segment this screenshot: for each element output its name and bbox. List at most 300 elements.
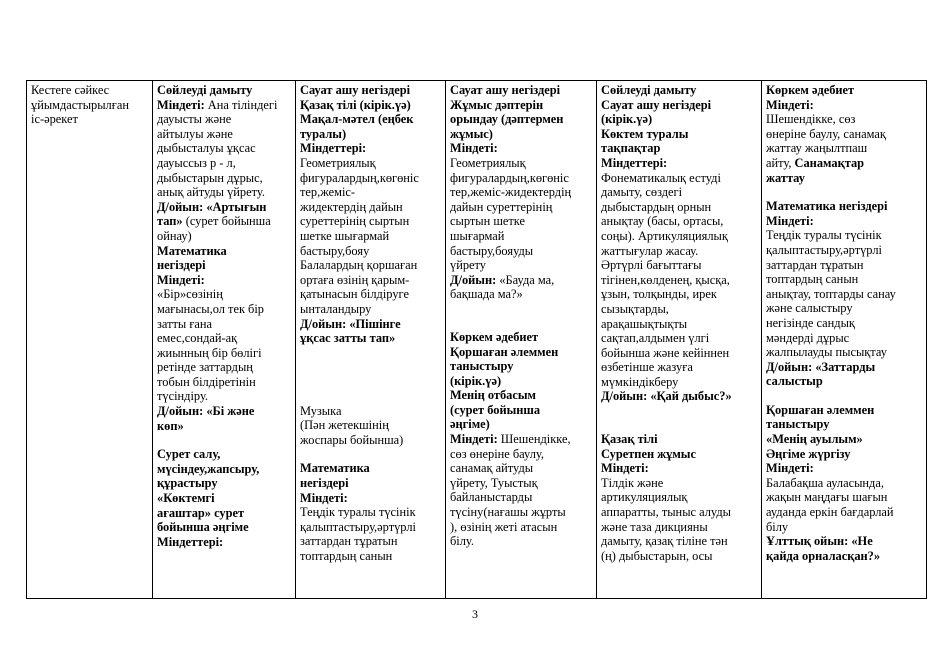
text-line	[766, 272, 922, 287]
text-line	[601, 520, 757, 535]
text-line	[300, 476, 441, 491]
text-line	[450, 417, 592, 432]
text-line	[766, 417, 922, 432]
line-text: өнеріне баулу, санамақ	[766, 126, 886, 141]
line-text: Математика	[157, 243, 227, 258]
line-text: тақпақтар	[601, 141, 661, 156]
text-line	[766, 83, 922, 98]
line-text: дауысты және	[157, 112, 232, 127]
text-line	[31, 98, 148, 113]
text-line	[157, 273, 291, 288]
line-text: және салыстыру	[766, 301, 853, 316]
text-line	[300, 141, 441, 156]
line-text: Д/ойын: «Заттарды	[766, 359, 876, 374]
text-line	[601, 447, 757, 462]
day-cell-4	[597, 81, 762, 599]
text-line	[766, 258, 922, 273]
text-line	[601, 302, 757, 317]
line-text: соңы). Артикуляциялық	[601, 228, 728, 243]
text-line	[601, 171, 757, 186]
line-text: анықтау, топтарды санау	[766, 286, 896, 301]
line-text: құрастыру	[157, 476, 218, 491]
text-line	[300, 127, 441, 142]
line-text: үйрету, Туыстық	[450, 475, 538, 490]
line-text: Міндеттері:	[157, 534, 224, 549]
text-line	[766, 490, 922, 505]
line-text: санамақ айтуды	[450, 461, 534, 476]
text-line	[601, 476, 757, 491]
text-line	[157, 317, 291, 332]
line-text: туралы)	[300, 126, 347, 141]
line-text: Теңдік туралы түсінік	[300, 505, 416, 520]
text-line	[601, 461, 757, 476]
line-text: Теңдік туралы түсінік	[766, 228, 882, 243]
line-text: сызықтарды,	[601, 301, 669, 316]
schedule-table	[26, 80, 927, 599]
text-line	[157, 141, 291, 156]
day-cell-3	[446, 81, 597, 599]
line-text: сыртын шетке	[450, 214, 525, 229]
text-line	[300, 83, 441, 98]
line-text: үйрету	[450, 258, 486, 273]
line-text: Шешендікке, сөз	[766, 112, 856, 127]
text-line	[601, 505, 757, 520]
line-text: Қоршаған әлеммен	[766, 402, 875, 417]
text-line	[450, 156, 592, 171]
text-line	[450, 534, 592, 549]
line-text: таныстыру	[450, 359, 514, 374]
text-line	[766, 301, 922, 316]
text-line	[601, 83, 757, 98]
line-text: бастыру,бояу	[300, 243, 370, 258]
line-text: (Пән жетекшінің	[300, 418, 389, 433]
text-line	[450, 200, 592, 215]
line-text: Әңгіме жүргізу	[766, 446, 851, 461]
text-line	[450, 185, 592, 200]
line-text: мағынасы,ол тек бір	[157, 301, 265, 316]
text-line	[450, 447, 592, 462]
text-line	[450, 359, 592, 374]
text-line	[601, 360, 757, 375]
line-text: жоспары бойынша)	[300, 432, 404, 447]
line-text: ұқсас затты тап»	[300, 331, 396, 346]
text-line	[450, 287, 592, 302]
text-line	[300, 491, 441, 506]
text-line	[157, 287, 291, 302]
text-line	[766, 331, 922, 346]
text-line	[766, 345, 922, 360]
text-line	[450, 141, 592, 156]
line-text: білу	[766, 519, 789, 534]
text-line	[766, 432, 922, 447]
line-text: түсіндіру.	[157, 389, 209, 404]
line-text: Міндеті:	[766, 461, 814, 476]
line-text: қалыптастыру,әртүрлі	[766, 242, 882, 257]
line-text: ұзын, толқынды, ирек	[601, 287, 717, 302]
spacer	[157, 433, 291, 447]
text-line	[766, 505, 922, 520]
line-text: Менің отбасым	[450, 388, 536, 403]
text-line	[766, 112, 922, 127]
text-line	[766, 199, 922, 214]
text-line	[300, 331, 441, 346]
spacer	[300, 346, 441, 404]
line-text-rest: «Бауда ма,	[496, 272, 555, 287]
text-line	[300, 505, 441, 520]
text-line	[157, 491, 291, 506]
text-line	[157, 506, 291, 521]
text-line	[300, 273, 441, 288]
line-text: артикуляциялық	[601, 490, 688, 505]
line-text: заттардан тұратын	[766, 257, 864, 272]
line-text: Д/ойын: «Бі және	[157, 404, 255, 419]
text-line	[157, 375, 291, 390]
text-line	[450, 432, 592, 447]
text-line	[601, 141, 757, 156]
text-line	[157, 83, 291, 98]
text-line	[766, 228, 922, 243]
line-text: түсіну(нағашы жұрты	[450, 505, 566, 520]
text-line	[157, 185, 291, 200]
text-line	[300, 185, 441, 200]
text-line	[157, 127, 291, 142]
line-text: Міндеті:	[766, 97, 814, 112]
line-text: (кірік.үә)	[450, 373, 502, 388]
text-line	[300, 98, 441, 113]
text-line	[601, 214, 757, 229]
line-text: ортаға өзінің қарым-	[300, 272, 410, 287]
text-line	[601, 432, 757, 447]
line-text: ұйымдастырылған	[31, 97, 129, 112]
line-text: «Бір»сөзінің	[157, 287, 223, 302]
text-line	[766, 214, 922, 229]
text-line	[450, 461, 592, 476]
text-line	[157, 112, 291, 127]
text-line	[300, 258, 441, 273]
line-text: бақшада ма?»	[450, 287, 523, 302]
line-text: Міндеті:	[300, 490, 348, 505]
line-text: Сауат ашу негіздері	[601, 97, 712, 112]
text-line	[300, 156, 441, 171]
text-line	[157, 360, 291, 375]
text-line	[157, 244, 291, 259]
line-text: Міндеті:	[766, 213, 814, 228]
text-line	[450, 127, 592, 142]
day-cell-2	[296, 81, 446, 599]
line-text: Қазақ тілі	[601, 432, 658, 447]
line-text: негіздері	[300, 476, 349, 491]
text-line	[300, 404, 441, 419]
text-line	[766, 127, 922, 142]
text-line	[300, 229, 441, 244]
text-line	[300, 549, 441, 564]
line-text: қатынасын білдіруге	[300, 287, 409, 302]
line-text: Жұмыс дәптерін	[450, 97, 544, 112]
line-text: жидектердің дайын	[300, 199, 403, 214]
line-text: іс-әрекет	[31, 112, 78, 127]
text-line	[766, 461, 922, 476]
text-line	[300, 244, 441, 259]
line-text: «Көктемгі	[157, 491, 215, 506]
text-line	[300, 214, 441, 229]
text-line	[601, 244, 757, 259]
line-text: таныстыру	[766, 417, 830, 432]
text-line	[300, 302, 441, 317]
line-text: Мақал-мәтел (еңбек	[300, 112, 414, 127]
text-line	[300, 433, 441, 448]
text-line	[766, 403, 922, 418]
text-line	[450, 520, 592, 535]
line-text: топтардың санын	[766, 272, 859, 287]
line-text: Д/ойын: «Қай дыбыс?»	[601, 389, 732, 404]
line-text: әңгіме)	[450, 417, 490, 432]
line-text: ойнау)	[157, 228, 192, 243]
text-line	[300, 534, 441, 549]
text-line	[450, 258, 592, 273]
line-text: дамыту, қазақ тіліне тән	[601, 534, 728, 549]
text-line	[601, 273, 757, 288]
line-text: мүмкіндікберу	[601, 374, 679, 389]
line-text: Балалардың қоршаған	[300, 258, 418, 273]
line-text: жиынның бір бөлігі	[157, 345, 262, 360]
line-text: жаттығулар жасау.	[601, 243, 699, 258]
line-text: Музыка	[300, 403, 342, 418]
line-text: суреттерінің сыртын	[300, 214, 410, 229]
line-text: Сурет салу,	[157, 447, 221, 462]
text-line	[766, 549, 922, 564]
line-text: білу.	[450, 534, 474, 549]
page-number: 3	[472, 607, 478, 621]
line-text: Д/ойын: «Артығын	[157, 199, 267, 214]
text-line	[157, 200, 291, 215]
text-line	[450, 273, 592, 288]
line-text: дыбыстардың орнын	[601, 199, 712, 214]
text-line	[157, 156, 291, 171]
line-text: Сауат ашу негіздері	[300, 83, 411, 97]
line-text: бастыру,бояуды	[450, 243, 534, 258]
text-line	[450, 112, 592, 127]
line-text: Міндеті:	[450, 432, 498, 447]
text-line	[601, 156, 757, 171]
text-line	[157, 98, 291, 113]
text-line	[300, 520, 441, 535]
text-line	[157, 229, 291, 244]
text-line	[157, 520, 291, 535]
text-line	[766, 447, 922, 462]
text-line	[157, 404, 291, 419]
line-text: арақашықтықты	[601, 316, 688, 331]
text-line	[766, 360, 922, 375]
text-line	[157, 302, 291, 317]
text-line	[450, 229, 592, 244]
line-text: топтардың санын	[300, 549, 393, 564]
text-line	[31, 83, 148, 98]
spacer	[450, 302, 592, 330]
line-text: Ұлттық ойын: «Не	[766, 534, 873, 549]
line-text: сөз өнеріне баулу,	[450, 446, 544, 461]
text-line	[766, 287, 922, 302]
text-line	[450, 476, 592, 491]
line-text: Міндеттері:	[601, 155, 668, 170]
text-line	[157, 258, 291, 273]
text-line	[450, 244, 592, 259]
line-text: тобын білдіретінін	[157, 374, 256, 389]
line-text: «Менің ауылым»	[766, 432, 863, 447]
text-line	[157, 535, 291, 550]
text-line	[766, 534, 922, 549]
line-text: фигуралардың,көгөніс	[450, 170, 569, 185]
line-text: тер,жеміс-жидектердің	[450, 185, 572, 200]
line-text: Математика негіздері	[766, 199, 888, 214]
text-line	[601, 346, 757, 361]
line-text: орындау (дәптермен	[450, 112, 564, 127]
line-text: жалпылауды пысықтау	[766, 345, 887, 360]
line-text: негізінде сандық	[766, 315, 855, 330]
line-text: Міндеті:	[601, 461, 649, 476]
text-line	[601, 375, 757, 390]
text-line	[450, 490, 592, 505]
text-line	[157, 447, 291, 462]
text-line	[450, 330, 592, 345]
text-line	[766, 520, 922, 535]
text-line	[601, 98, 757, 113]
text-line	[300, 317, 441, 332]
text-line	[450, 214, 592, 229]
line-text-rest: Санамақтар	[791, 155, 865, 170]
line-text: Міндеті:	[157, 272, 205, 287]
line-text: Геометриялық	[450, 155, 526, 170]
text-line	[157, 476, 291, 491]
line-text: (ң) дыбыстарын, осы	[601, 548, 713, 563]
text-line	[157, 462, 291, 477]
text-line	[766, 98, 922, 113]
spacer	[300, 447, 441, 461]
text-line	[601, 534, 757, 549]
day-cell-1	[153, 81, 296, 599]
text-line	[157, 419, 291, 434]
line-text-rest: Шешендікке,	[497, 432, 571, 447]
line-text: дыбыстарын дұрыс,	[157, 170, 263, 185]
text-line	[601, 229, 757, 244]
text-line	[766, 171, 922, 186]
text-line	[450, 403, 592, 418]
line-text: Сөйлеуді дамыту	[601, 83, 697, 97]
line-text: ретінде заттардың	[157, 360, 253, 375]
line-text: ауданда еркін бағдарлай	[766, 505, 894, 520]
line-text: жақын маңдағы шағын	[766, 490, 888, 505]
text-line	[300, 461, 441, 476]
line-text-rest: (сурет бойынша	[182, 214, 271, 229]
line-text: жаттау	[766, 170, 805, 185]
text-line	[766, 156, 922, 171]
text-line	[766, 243, 922, 258]
line-text: емес,сондай-ақ	[157, 331, 238, 346]
line-text: айтылуы және	[157, 126, 233, 141]
line-text: бойынша әңгіме	[157, 520, 249, 535]
line-text: тап»	[157, 214, 183, 229]
line-text: Математика	[300, 461, 370, 476]
line-text: тігінен,көлденең, қысқа,	[601, 272, 730, 287]
activity-type-cell	[27, 81, 153, 599]
text-line	[450, 388, 592, 403]
line-text: затты ғана	[157, 316, 213, 331]
line-text: қалыптастыру,әртүрлі	[300, 519, 416, 534]
text-line	[766, 316, 922, 331]
text-line	[300, 171, 441, 186]
text-line	[450, 345, 592, 360]
line-text: негіздері	[157, 258, 206, 273]
line-text: Міндеті:	[450, 141, 498, 156]
line-text: шығармай	[450, 228, 505, 243]
text-line	[300, 287, 441, 302]
line-text: шетке шығармай	[300, 228, 390, 243]
line-text: Әртүрлі бағыттағы	[601, 258, 702, 273]
table-row	[27, 81, 927, 599]
line-text: Көктем туралы	[601, 126, 689, 141]
line-text: және таза дикцияны	[601, 519, 708, 534]
line-text: заттардан тұратын	[300, 534, 398, 549]
text-line	[157, 171, 291, 186]
line-text: Сөйлеуді дамыту	[157, 83, 253, 97]
text-line	[157, 346, 291, 361]
text-line	[300, 418, 441, 433]
line-text: көп»	[157, 418, 184, 433]
text-line	[157, 214, 291, 229]
line-text: Геометриялық	[300, 155, 376, 170]
text-line	[601, 287, 757, 302]
line-text: өзбетінше жазуға	[601, 360, 693, 375]
line-text: дауыссыз р - л,	[157, 155, 236, 170]
text-line	[601, 258, 757, 273]
text-line	[450, 171, 592, 186]
day-cell-5	[762, 81, 927, 599]
line-text: айту,	[766, 155, 792, 170]
line-text: Көркем әдебиет	[766, 83, 855, 97]
text-line	[601, 389, 757, 404]
text-line	[300, 112, 441, 127]
text-line	[766, 476, 922, 491]
text-line	[450, 505, 592, 520]
line-text: дайын суреттерінің	[450, 199, 553, 214]
line-text: салыстыр	[766, 374, 823, 389]
text-line	[766, 374, 922, 389]
line-text: тер,жеміс-	[300, 185, 356, 200]
text-line	[450, 98, 592, 113]
text-line	[450, 374, 592, 389]
line-text: Д/ойын:	[450, 272, 497, 287]
line-text: Міндеті:	[157, 97, 205, 112]
line-text-rest: Ана тіліндегі	[204, 97, 278, 112]
line-text: Көркем әдебиет	[450, 329, 539, 344]
line-text: Міндеттері:	[300, 141, 367, 156]
line-text: ), өзінің жеті атасын	[450, 519, 558, 534]
line-text: фигуралардың,көгөніс	[300, 170, 419, 185]
text-line	[601, 331, 757, 346]
spacer	[766, 185, 922, 199]
line-text: Суретпен жұмыс	[601, 446, 696, 461]
line-text: бойынша және кейіннен	[601, 345, 730, 360]
spacer	[601, 404, 757, 432]
line-text: Сауат ашу негіздері	[450, 83, 561, 97]
text-line	[157, 389, 291, 404]
line-text: Балабақша ауласында,	[766, 475, 884, 490]
line-text: ағаштар» сурет	[157, 505, 245, 520]
line-text: қайда орналасқан?»	[766, 548, 881, 563]
line-text: (сурет бойынша	[450, 402, 541, 417]
line-text: (кірік.үә)	[601, 112, 653, 127]
line-text: Д/ойын: «Пішінге	[300, 316, 401, 331]
text-line	[31, 112, 148, 127]
